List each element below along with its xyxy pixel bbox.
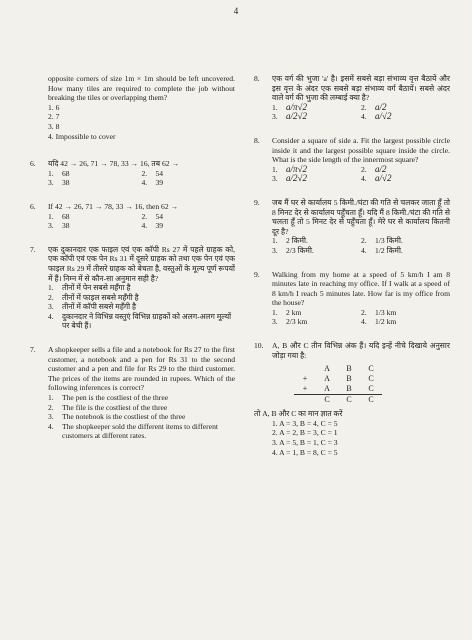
option-text: a/π√2 [286, 163, 307, 174]
left-column [30, 74, 235, 455]
option: 3. A = 5, B = 1, C = 3 [272, 438, 338, 448]
option-number: 2. [48, 292, 54, 302]
option-number: 2. [48, 402, 54, 412]
option-number: 4. [141, 178, 148, 188]
option-number: 2. [361, 102, 367, 112]
option-number: 1. [48, 168, 54, 178]
option-number: 3. [272, 245, 278, 255]
question-text: Walking from my home at a speed of 5 km/h I am 8 minutes late in reaching my office. If I walk at a speed of 8 km/h I reach 5 minutes late. How far is my office from the house? [272, 269, 450, 308]
option-text: 2/3 किमी. [286, 245, 314, 255]
option: 2. A = 2, B = 3, C = 1 [272, 428, 338, 438]
option-text: 1/3 किमी. [375, 236, 403, 246]
option-number: 4. [361, 174, 367, 184]
option: 3. 8 [48, 121, 60, 131]
option-text: The shopkeeper sold the different items to different customers at different rates. [62, 421, 218, 441]
option-text: a/2√2 [286, 173, 307, 184]
option-number: 4. [361, 317, 367, 327]
question-text: एक दुकानदार एक फाइल एवं एक कॉपी Rs 27 में पहले ग्राहक को, एक कॉपी एवं एक पेन Rs 31 में दूसरे ग्राहक को तथा एक पेन एवं एक फाइल Rs 29 में तीसरे ग्राहक को बेचता है, वस्तुओं के मूल्य पूर्ण रूपयों में हैं। निम्न में से कौन-सा अनुमान सही है? [48, 244, 235, 283]
question-text: जब मैं घर से कार्यालय 5 किमी./घंटा की गति से चलकर जाता हूँ तो 8 मिनट देर से कार्यालय पहुँचता हूँ। यदि मैं 8 किमी./घंटा की गति से चलता हूँ तो 5 मिनट देर से पहुँचता हूँ। मेरे घर से कार्यालय कितनी दूर है? [272, 197, 450, 236]
option-number: 4. [141, 221, 148, 231]
question-number: 7. [30, 345, 36, 355]
option-text: तीनों में पेन सबसे महँगा है [62, 283, 131, 293]
option-text: 68 [62, 168, 70, 178]
option-text: तीनों में कॉपी सबसे महँगी है [62, 302, 137, 312]
question-6-hindi [30, 159, 235, 188]
question-number: 6. [30, 201, 36, 211]
option-text: 39 [155, 178, 164, 188]
option-number: 1. [272, 164, 278, 174]
question-text: opposite corners of size 1m × 1m should be left uncovered. How many tiles are required to complete the job without breaking the tiles or overlapping them? [48, 74, 235, 103]
question-text: A shopkeeper sells a file and a notebook for Rs 27 to the first customer, a notebook and a pen for Rs 31 to the second customer and a pen and file for Rs 29 to the third customer. The prices of the items are rounded in rupees. Which of the following inferences is correct? [48, 345, 235, 393]
option-number: 1. [48, 393, 54, 403]
question-text: If 42 → 26, 71 → 78, 33 → 16, then 62 → [48, 201, 179, 211]
option-text: 38 [62, 178, 70, 188]
question-text: Consider a square of side a. Fit the largest possible circle inside it and the largest possible square inside the circle. What is the side length of the innermost square? [272, 135, 450, 165]
option-number: 4. [48, 311, 54, 321]
option-number: 3. [48, 412, 54, 422]
question-7-english [30, 345, 235, 441]
addition-puzzle: A B C + A B C + A B C C C C [294, 364, 450, 405]
question-8-english [254, 136, 450, 184]
option-text: a/√2 [375, 173, 392, 184]
option-number: 4. [48, 421, 54, 431]
option-number: 3. [48, 302, 54, 312]
question-number: 9. [254, 269, 260, 279]
option-number: 1. [272, 102, 278, 112]
question-number: 7. [30, 244, 36, 254]
option-number: 3. [48, 221, 54, 231]
option-number: 4. [361, 112, 367, 122]
question-number: 10. [254, 341, 264, 351]
option-text: 54 [155, 168, 164, 178]
option-number: 2. [361, 307, 367, 317]
option: 4. A = 1, B = 8, C = 5 [272, 447, 338, 457]
option-text: The notebook is the costliest of the three [62, 412, 186, 422]
right-column [254, 74, 450, 471]
question-9-hindi [254, 198, 450, 256]
option-number: 2. [141, 211, 148, 221]
question-text: A, B और C तीन विभिन्न अंक हैं। यदि इन्हें नीचे दिखाये अनुसार जोड़ा गया है: [272, 341, 450, 360]
option: 4. Impossible to cover [48, 131, 116, 141]
option-text: 2 किमी. [286, 236, 308, 246]
option-text: The pen is the costliest of the three [62, 393, 169, 403]
option-text: The file is the costliest of the three [62, 402, 168, 412]
option-number: 2. [361, 236, 367, 246]
question-7-hindi [30, 245, 235, 331]
option-text: a/2 [375, 101, 387, 112]
option-text: 68 [62, 211, 70, 221]
option-text: 1/3 km [375, 307, 397, 317]
page-number: 4 [233, 6, 239, 16]
question-6-english [30, 202, 235, 231]
option-text: a/2 [375, 163, 387, 174]
question-9-english [254, 270, 450, 328]
option-number: 3. [48, 178, 54, 188]
option-number: 4. [361, 245, 367, 255]
option-text: 2/3 km [286, 317, 308, 327]
option-number: 2. [141, 168, 148, 178]
question-number: 8. [254, 135, 260, 145]
question-10-hindi [254, 341, 450, 457]
question-number: 8. [254, 74, 260, 83]
question-8-hindi [254, 74, 450, 122]
question-lead: तो A, B और C का मान ज्ञात करें [254, 409, 343, 419]
option: 1. A = 3, B = 4, C = 5 [272, 418, 338, 428]
option-text: 39 [155, 221, 164, 231]
option-text: 54 [155, 211, 164, 221]
option-number: 3. [272, 174, 278, 184]
option-text: 38 [62, 221, 70, 231]
option-number: 1. [272, 307, 278, 317]
option-text: a/π√2 [286, 101, 307, 112]
question-continued [30, 74, 235, 141]
option-number: 1. [48, 283, 54, 293]
option-number: 2. [361, 164, 367, 174]
option-number: 3. [272, 112, 278, 122]
option-text: 1/2 किमी. [375, 245, 403, 255]
question-number: 6. [30, 159, 36, 169]
option-number: 1. [48, 211, 54, 221]
option: 1. 6 [48, 102, 60, 112]
option-text: 1/2 km [375, 317, 397, 327]
option-text: दुकानदार ने विभिन्न वस्तुएं विभिन्न ग्राहकों को अलग-अलग मूल्यों पर बेची हैं। [62, 311, 232, 331]
option: 2. 7 [48, 112, 60, 122]
option-text: a/2√2 [286, 111, 307, 122]
option-text: a/√2 [375, 111, 392, 122]
question-text: यदि 42 → 26, 71 → 78, 33 → 16, तब 62 → [48, 159, 180, 169]
option-text: 2 km [286, 307, 302, 317]
option-number: 3. [272, 317, 278, 327]
question-text: एक वर्ग की भुजा 'a' है। इसमें सबसे बड़ा संभाव्य वृत्त बैठायें और इस वृत्त के अंदर एक सबसे बड़ा संभाव्य वर्ग बैठायें। सबसे अंदर वाले वर्ग की भुजा की लम्बाई क्या है? [272, 74, 450, 103]
question-number: 9. [254, 197, 260, 207]
option-text: तीनों में फाइल सबसे महँगी है [62, 292, 139, 302]
option-number: 1. [272, 236, 278, 246]
